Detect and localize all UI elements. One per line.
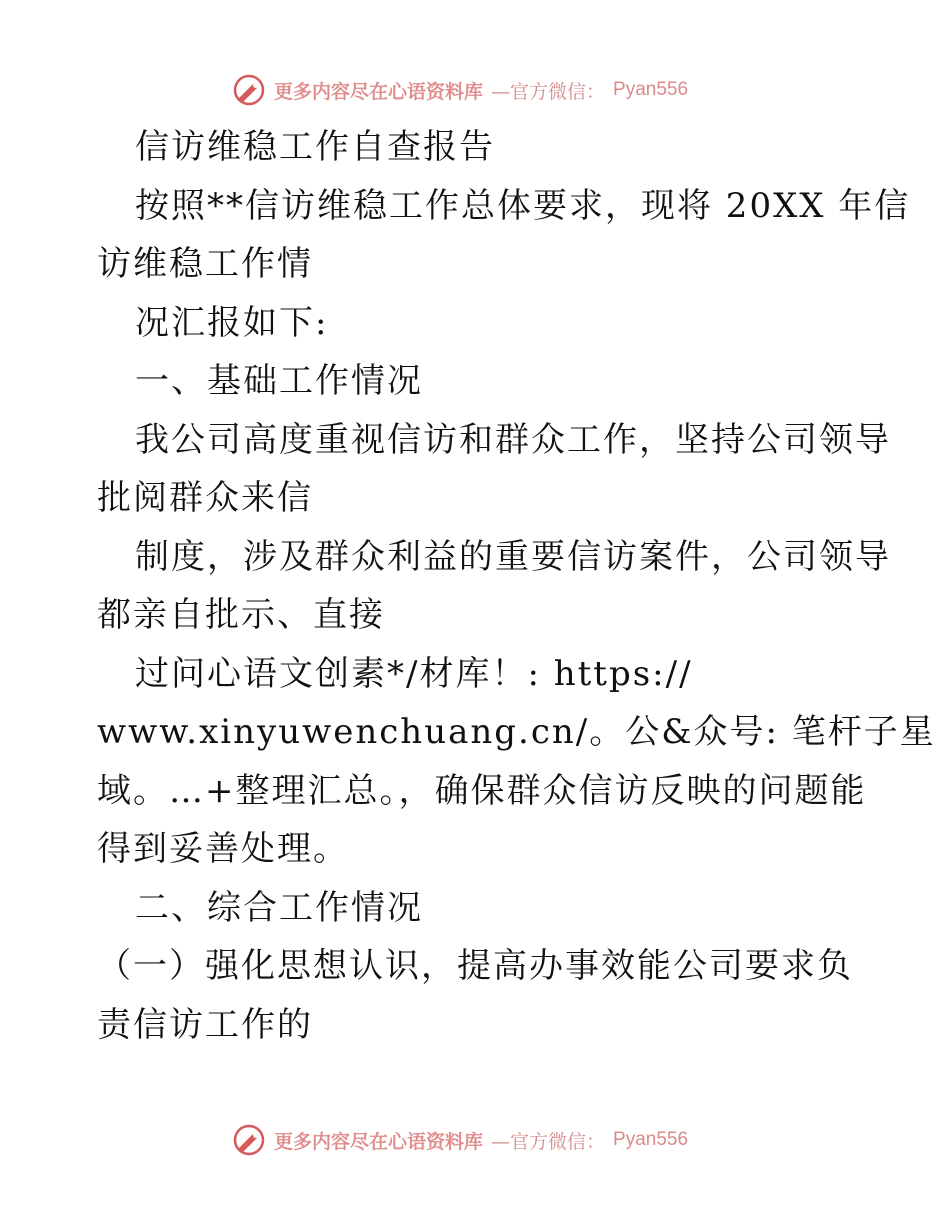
banner-separator-text: —官方微信：	[491, 1130, 606, 1153]
paragraph-line: 过问心语文创素*/材库！: https://	[135, 653, 693, 694]
footer-banner	[232, 1120, 732, 1160]
document-body	[97, 118, 936, 1054]
pen-logo-icon	[232, 1123, 266, 1157]
paragraph-line: 都亲自批示、直接	[97, 595, 385, 635]
paragraph-line: 批阅群众来信	[97, 478, 313, 518]
section-heading: 一、基础工作情况	[135, 361, 423, 401]
banner-contact-id: Pyan556	[613, 79, 689, 100]
banner-main-text: 更多内容尽在心语资料库	[274, 80, 484, 103]
paragraph-line: 责信访工作的	[97, 1004, 313, 1045]
banner-main-text: 更多内容尽在心语资料库	[274, 1130, 484, 1153]
banner-separator-text: —官方微信：	[491, 80, 606, 103]
section-heading: 二、综合工作情况	[135, 887, 423, 928]
header-banner	[232, 70, 732, 110]
paragraph-line: 得到妥善处理。	[97, 829, 349, 869]
paragraph-line: （一）强化思想认识，提高办事效能公司要求负	[97, 946, 853, 986]
paragraph-line: 按照**信访维稳工作总体要求，现将 20XX 年信	[135, 185, 911, 226]
paragraph-line: www.xinyuwenchuang.cn/。公&众号: 笔杆子星	[97, 712, 936, 752]
paragraph-line: 况汇报如下:	[135, 302, 329, 343]
pen-logo-icon	[232, 73, 266, 107]
paragraph-line: 访维稳工作情	[97, 244, 313, 284]
paragraph-line: 制度，涉及群众利益的重要信访案件，公司领导	[135, 536, 891, 577]
paragraph-line: 我公司高度重视信访和群众工作，坚持公司领导	[135, 419, 891, 460]
banner-contact-id: Pyan556	[613, 1129, 689, 1150]
paragraph-line: 域。…+整理汇总。，确保群众信访反映的问题能	[97, 770, 867, 811]
document-title: 信访维稳工作自查报告	[135, 127, 495, 167]
